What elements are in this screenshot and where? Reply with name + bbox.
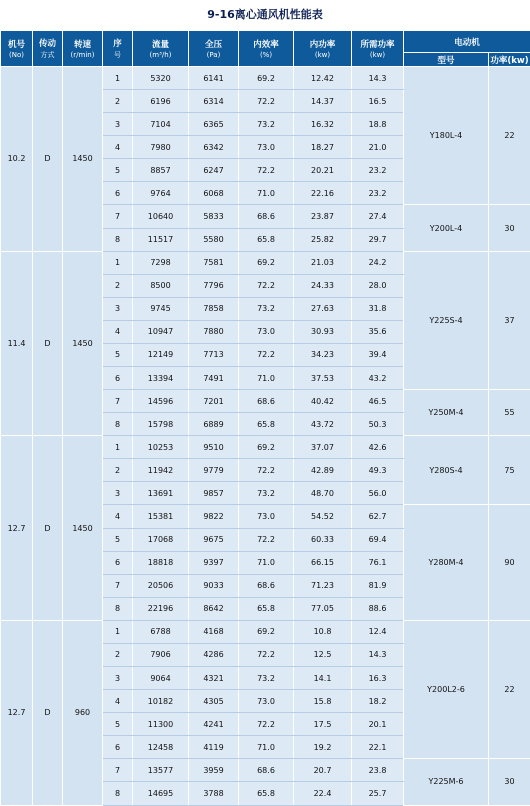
seq-cell: 4 xyxy=(103,320,133,343)
seq-cell: 5 xyxy=(103,528,133,551)
power-cell: 24.33 xyxy=(294,274,352,297)
power-cell: 54.52 xyxy=(294,505,352,528)
flow-cell: 11517 xyxy=(133,228,189,251)
seq-cell: 2 xyxy=(103,274,133,297)
required-power-cell: 49.3 xyxy=(352,459,404,482)
flow-cell: 10947 xyxy=(133,320,189,343)
required-power-cell: 42.6 xyxy=(352,436,404,459)
efficiency-cell: 73.0 xyxy=(239,136,294,159)
required-power-cell: 21.0 xyxy=(352,136,404,159)
efficiency-cell: 69.2 xyxy=(239,620,294,643)
seq-cell: 1 xyxy=(103,67,133,90)
efficiency-cell: 73.2 xyxy=(239,113,294,136)
flow-cell: 17068 xyxy=(133,528,189,551)
flow-cell: 6788 xyxy=(133,620,189,643)
required-power-cell: 56.0 xyxy=(352,482,404,505)
header-power: 内功率 (kw) xyxy=(294,31,352,67)
power-cell: 19.2 xyxy=(294,736,352,759)
seq-cell: 4 xyxy=(103,690,133,713)
flow-cell: 7906 xyxy=(133,643,189,666)
motor-power-cell: 30 xyxy=(489,205,530,251)
power-cell: 18.27 xyxy=(294,136,352,159)
power-cell: 60.33 xyxy=(294,528,352,551)
pressure-cell: 7581 xyxy=(189,251,239,274)
pressure-cell: 9397 xyxy=(189,551,239,574)
efficiency-cell: 71.0 xyxy=(239,182,294,205)
required-power-cell: 23.8 xyxy=(352,759,404,782)
efficiency-cell: 72.2 xyxy=(239,459,294,482)
pressure-cell: 9675 xyxy=(189,528,239,551)
seq-cell: 1 xyxy=(103,436,133,459)
required-power-cell: 62.7 xyxy=(352,505,404,528)
header-speed: 转速 (r/min) xyxy=(63,31,103,67)
power-cell: 77.05 xyxy=(294,597,352,620)
efficiency-cell: 73.2 xyxy=(239,667,294,690)
seq-cell: 3 xyxy=(103,667,133,690)
motor-power-cell: 75 xyxy=(489,436,530,505)
seq-cell: 2 xyxy=(103,90,133,113)
flow-cell: 13577 xyxy=(133,759,189,782)
pressure-cell: 6314 xyxy=(189,90,239,113)
power-cell: 34.23 xyxy=(294,343,352,366)
seq-cell: 8 xyxy=(103,413,133,436)
power-cell: 27.63 xyxy=(294,297,352,320)
required-power-cell: 50.3 xyxy=(352,413,404,436)
pressure-cell: 6342 xyxy=(189,136,239,159)
flow-cell: 12458 xyxy=(133,736,189,759)
table-body xyxy=(1,67,530,806)
efficiency-cell: 71.0 xyxy=(239,367,294,390)
flow-cell: 15381 xyxy=(133,505,189,528)
power-cell: 15.8 xyxy=(294,690,352,713)
required-power-cell: 88.6 xyxy=(352,597,404,620)
required-power-cell: 12.4 xyxy=(352,620,404,643)
efficiency-cell: 69.2 xyxy=(239,67,294,90)
motor-power-cell: 37 xyxy=(489,251,530,389)
motor-model-cell: Y280S-4 xyxy=(404,436,489,505)
seq-cell: 6 xyxy=(103,551,133,574)
motor-model-cell: Y225S-4 xyxy=(404,251,489,389)
efficiency-cell: 71.0 xyxy=(239,551,294,574)
flow-cell: 6196 xyxy=(133,90,189,113)
efficiency-cell: 73.2 xyxy=(239,482,294,505)
seq-cell: 8 xyxy=(103,782,133,805)
speed-cell: 1450 xyxy=(63,436,103,621)
seq-cell: 2 xyxy=(103,459,133,482)
motor-model-cell: Y225M-6 xyxy=(404,759,489,805)
motor-model-cell: Y280M-4 xyxy=(404,505,489,620)
required-power-cell: 22.1 xyxy=(352,736,404,759)
pressure-cell: 3959 xyxy=(189,759,239,782)
header-drive: 传动 方式 xyxy=(33,31,63,67)
seq-cell: 5 xyxy=(103,343,133,366)
efficiency-cell: 72.2 xyxy=(239,643,294,666)
efficiency-cell: 69.2 xyxy=(239,251,294,274)
flow-cell: 7104 xyxy=(133,113,189,136)
machine-no-cell: 12.7 xyxy=(1,436,33,621)
required-power-cell: 18.2 xyxy=(352,690,404,713)
required-power-cell: 27.4 xyxy=(352,205,404,228)
pressure-cell: 5580 xyxy=(189,228,239,251)
power-cell: 20.21 xyxy=(294,159,352,182)
header-pressure: 全压 (Pa) xyxy=(189,31,239,67)
seq-cell: 3 xyxy=(103,113,133,136)
seq-cell: 1 xyxy=(103,251,133,274)
pressure-cell: 9822 xyxy=(189,505,239,528)
efficiency-cell: 68.6 xyxy=(239,574,294,597)
power-cell: 23.87 xyxy=(294,205,352,228)
pressure-cell: 9857 xyxy=(189,482,239,505)
pressure-cell: 6365 xyxy=(189,113,239,136)
flow-cell: 14596 xyxy=(133,390,189,413)
required-power-cell: 35.6 xyxy=(352,320,404,343)
table-row xyxy=(1,620,530,643)
speed-cell: 1450 xyxy=(63,67,103,252)
power-cell: 40.42 xyxy=(294,390,352,413)
header-motor-power: 功率(kw) xyxy=(489,53,530,67)
pressure-cell: 6889 xyxy=(189,413,239,436)
seq-cell: 8 xyxy=(103,228,133,251)
power-cell: 42.89 xyxy=(294,459,352,482)
pressure-cell: 9510 xyxy=(189,436,239,459)
required-power-cell: 14.3 xyxy=(352,67,404,90)
motor-model-cell: Y180L-4 xyxy=(404,67,489,205)
pressure-cell: 7713 xyxy=(189,343,239,366)
power-cell: 12.42 xyxy=(294,67,352,90)
efficiency-cell: 73.0 xyxy=(239,320,294,343)
pressure-cell: 4305 xyxy=(189,690,239,713)
pressure-cell: 4321 xyxy=(189,667,239,690)
efficiency-cell: 73.0 xyxy=(239,505,294,528)
pressure-cell: 6068 xyxy=(189,182,239,205)
pressure-cell: 7491 xyxy=(189,367,239,390)
pressure-cell: 5833 xyxy=(189,205,239,228)
flow-cell: 12149 xyxy=(133,343,189,366)
required-power-cell: 69.4 xyxy=(352,528,404,551)
efficiency-cell: 65.8 xyxy=(239,782,294,805)
efficiency-cell: 65.8 xyxy=(239,597,294,620)
required-power-cell: 23.2 xyxy=(352,182,404,205)
flow-cell: 10182 xyxy=(133,690,189,713)
seq-cell: 5 xyxy=(103,159,133,182)
table-row xyxy=(1,251,530,274)
motor-power-cell: 90 xyxy=(489,505,530,620)
power-cell: 22.4 xyxy=(294,782,352,805)
flow-cell: 7298 xyxy=(133,251,189,274)
flow-cell: 11300 xyxy=(133,713,189,736)
drive-cell: D xyxy=(33,620,63,805)
power-cell: 20.7 xyxy=(294,759,352,782)
drive-cell: D xyxy=(33,67,63,252)
flow-cell: 9764 xyxy=(133,182,189,205)
required-power-cell: 29.7 xyxy=(352,228,404,251)
speed-cell: 1450 xyxy=(63,251,103,436)
flow-cell: 11942 xyxy=(133,459,189,482)
seq-cell: 7 xyxy=(103,759,133,782)
efficiency-cell: 69.2 xyxy=(239,436,294,459)
pressure-cell: 6247 xyxy=(189,159,239,182)
flow-cell: 10253 xyxy=(133,436,189,459)
required-power-cell: 25.7 xyxy=(352,782,404,805)
pressure-cell: 4286 xyxy=(189,643,239,666)
seq-cell: 3 xyxy=(103,482,133,505)
seq-cell: 5 xyxy=(103,713,133,736)
efficiency-cell: 72.2 xyxy=(239,713,294,736)
flow-cell: 9745 xyxy=(133,297,189,320)
seq-cell: 6 xyxy=(103,182,133,205)
header-required-power: 所需功率 (kw) xyxy=(352,31,404,67)
pressure-cell: 4168 xyxy=(189,620,239,643)
required-power-cell: 43.2 xyxy=(352,367,404,390)
seq-cell: 2 xyxy=(103,643,133,666)
power-cell: 71.23 xyxy=(294,574,352,597)
seq-cell: 8 xyxy=(103,597,133,620)
motor-model-cell: Y200L2-6 xyxy=(404,620,489,758)
efficiency-cell: 72.2 xyxy=(239,159,294,182)
seq-cell: 7 xyxy=(103,205,133,228)
flow-cell: 8857 xyxy=(133,159,189,182)
power-cell: 16.32 xyxy=(294,113,352,136)
motor-power-cell: 22 xyxy=(489,620,530,758)
required-power-cell: 24.2 xyxy=(352,251,404,274)
header-flow: 流量 (m³/h) xyxy=(133,31,189,67)
efficiency-cell: 72.2 xyxy=(239,274,294,297)
power-cell: 12.5 xyxy=(294,643,352,666)
seq-cell: 6 xyxy=(103,367,133,390)
power-cell: 21.03 xyxy=(294,251,352,274)
efficiency-cell: 72.2 xyxy=(239,90,294,113)
table-row xyxy=(1,67,530,90)
pressure-cell: 7858 xyxy=(189,297,239,320)
power-cell: 22.16 xyxy=(294,182,352,205)
header-efficiency: 内效率 (%) xyxy=(239,31,294,67)
fan-performance-table xyxy=(0,30,530,806)
power-cell: 17.5 xyxy=(294,713,352,736)
power-cell: 25.82 xyxy=(294,228,352,251)
pressure-cell: 3788 xyxy=(189,782,239,805)
header-motor-model: 型号 xyxy=(404,53,489,67)
flow-cell: 18818 xyxy=(133,551,189,574)
pressure-cell: 7201 xyxy=(189,390,239,413)
pressure-cell: 4119 xyxy=(189,736,239,759)
pressure-cell: 4241 xyxy=(189,713,239,736)
flow-cell: 22196 xyxy=(133,597,189,620)
efficiency-cell: 73.2 xyxy=(239,297,294,320)
flow-cell: 9064 xyxy=(133,667,189,690)
pressure-cell: 9779 xyxy=(189,459,239,482)
seq-cell: 4 xyxy=(103,505,133,528)
efficiency-cell: 71.0 xyxy=(239,736,294,759)
flow-cell: 13394 xyxy=(133,367,189,390)
flow-cell: 7980 xyxy=(133,136,189,159)
flow-cell: 13691 xyxy=(133,482,189,505)
header-machine-no: 机号 (No) xyxy=(1,31,33,67)
seq-cell: 1 xyxy=(103,620,133,643)
power-cell: 48.70 xyxy=(294,482,352,505)
power-cell: 43.72 xyxy=(294,413,352,436)
efficiency-cell: 68.6 xyxy=(239,205,294,228)
pressure-cell: 7880 xyxy=(189,320,239,343)
motor-model-cell: Y250M-4 xyxy=(404,390,489,436)
motor-power-cell: 55 xyxy=(489,390,530,436)
motor-model-cell: Y200L-4 xyxy=(404,205,489,251)
drive-cell: D xyxy=(33,436,63,621)
speed-cell: 960 xyxy=(63,620,103,805)
required-power-cell: 39.4 xyxy=(352,343,404,366)
machine-no-cell: 10.2 xyxy=(1,67,33,252)
required-power-cell: 16.5 xyxy=(352,90,404,113)
seq-cell: 6 xyxy=(103,736,133,759)
motor-power-cell: 22 xyxy=(489,67,530,205)
required-power-cell: 16.3 xyxy=(352,667,404,690)
efficiency-cell: 65.8 xyxy=(239,413,294,436)
seq-cell: 3 xyxy=(103,297,133,320)
required-power-cell: 81.9 xyxy=(352,574,404,597)
machine-no-cell: 12.7 xyxy=(1,620,33,805)
power-cell: 10.8 xyxy=(294,620,352,643)
efficiency-cell: 72.2 xyxy=(239,528,294,551)
motor-power-cell: 30 xyxy=(489,759,530,805)
power-cell: 66.15 xyxy=(294,551,352,574)
seq-cell: 7 xyxy=(103,390,133,413)
flow-cell: 10640 xyxy=(133,205,189,228)
seq-cell: 7 xyxy=(103,574,133,597)
efficiency-cell: 65.8 xyxy=(239,228,294,251)
flow-cell: 20506 xyxy=(133,574,189,597)
machine-no-cell: 11.4 xyxy=(1,251,33,436)
required-power-cell: 18.8 xyxy=(352,113,404,136)
table-title: 9-16离心通风机性能表 xyxy=(0,0,530,30)
efficiency-cell: 72.2 xyxy=(239,343,294,366)
table-row xyxy=(1,436,530,459)
pressure-cell: 7796 xyxy=(189,274,239,297)
efficiency-cell: 68.6 xyxy=(239,390,294,413)
flow-cell: 14695 xyxy=(133,782,189,805)
pressure-cell: 9033 xyxy=(189,574,239,597)
efficiency-cell: 68.6 xyxy=(239,759,294,782)
required-power-cell: 31.8 xyxy=(352,297,404,320)
pressure-cell: 8642 xyxy=(189,597,239,620)
required-power-cell: 28.0 xyxy=(352,274,404,297)
drive-cell: D xyxy=(33,251,63,436)
seq-cell: 4 xyxy=(103,136,133,159)
required-power-cell: 23.2 xyxy=(352,159,404,182)
required-power-cell: 76.1 xyxy=(352,551,404,574)
required-power-cell: 46.5 xyxy=(352,390,404,413)
header-motor: 电动机 xyxy=(404,31,530,53)
header-seq: 序 号 xyxy=(103,31,133,67)
flow-cell: 15798 xyxy=(133,413,189,436)
power-cell: 14.37 xyxy=(294,90,352,113)
required-power-cell: 14.3 xyxy=(352,643,404,666)
power-cell: 37.53 xyxy=(294,367,352,390)
required-power-cell: 20.1 xyxy=(352,713,404,736)
power-cell: 30.93 xyxy=(294,320,352,343)
power-cell: 14.1 xyxy=(294,667,352,690)
pressure-cell: 6141 xyxy=(189,67,239,90)
flow-cell: 5320 xyxy=(133,67,189,90)
flow-cell: 8500 xyxy=(133,274,189,297)
efficiency-cell: 73.0 xyxy=(239,690,294,713)
power-cell: 37.07 xyxy=(294,436,352,459)
